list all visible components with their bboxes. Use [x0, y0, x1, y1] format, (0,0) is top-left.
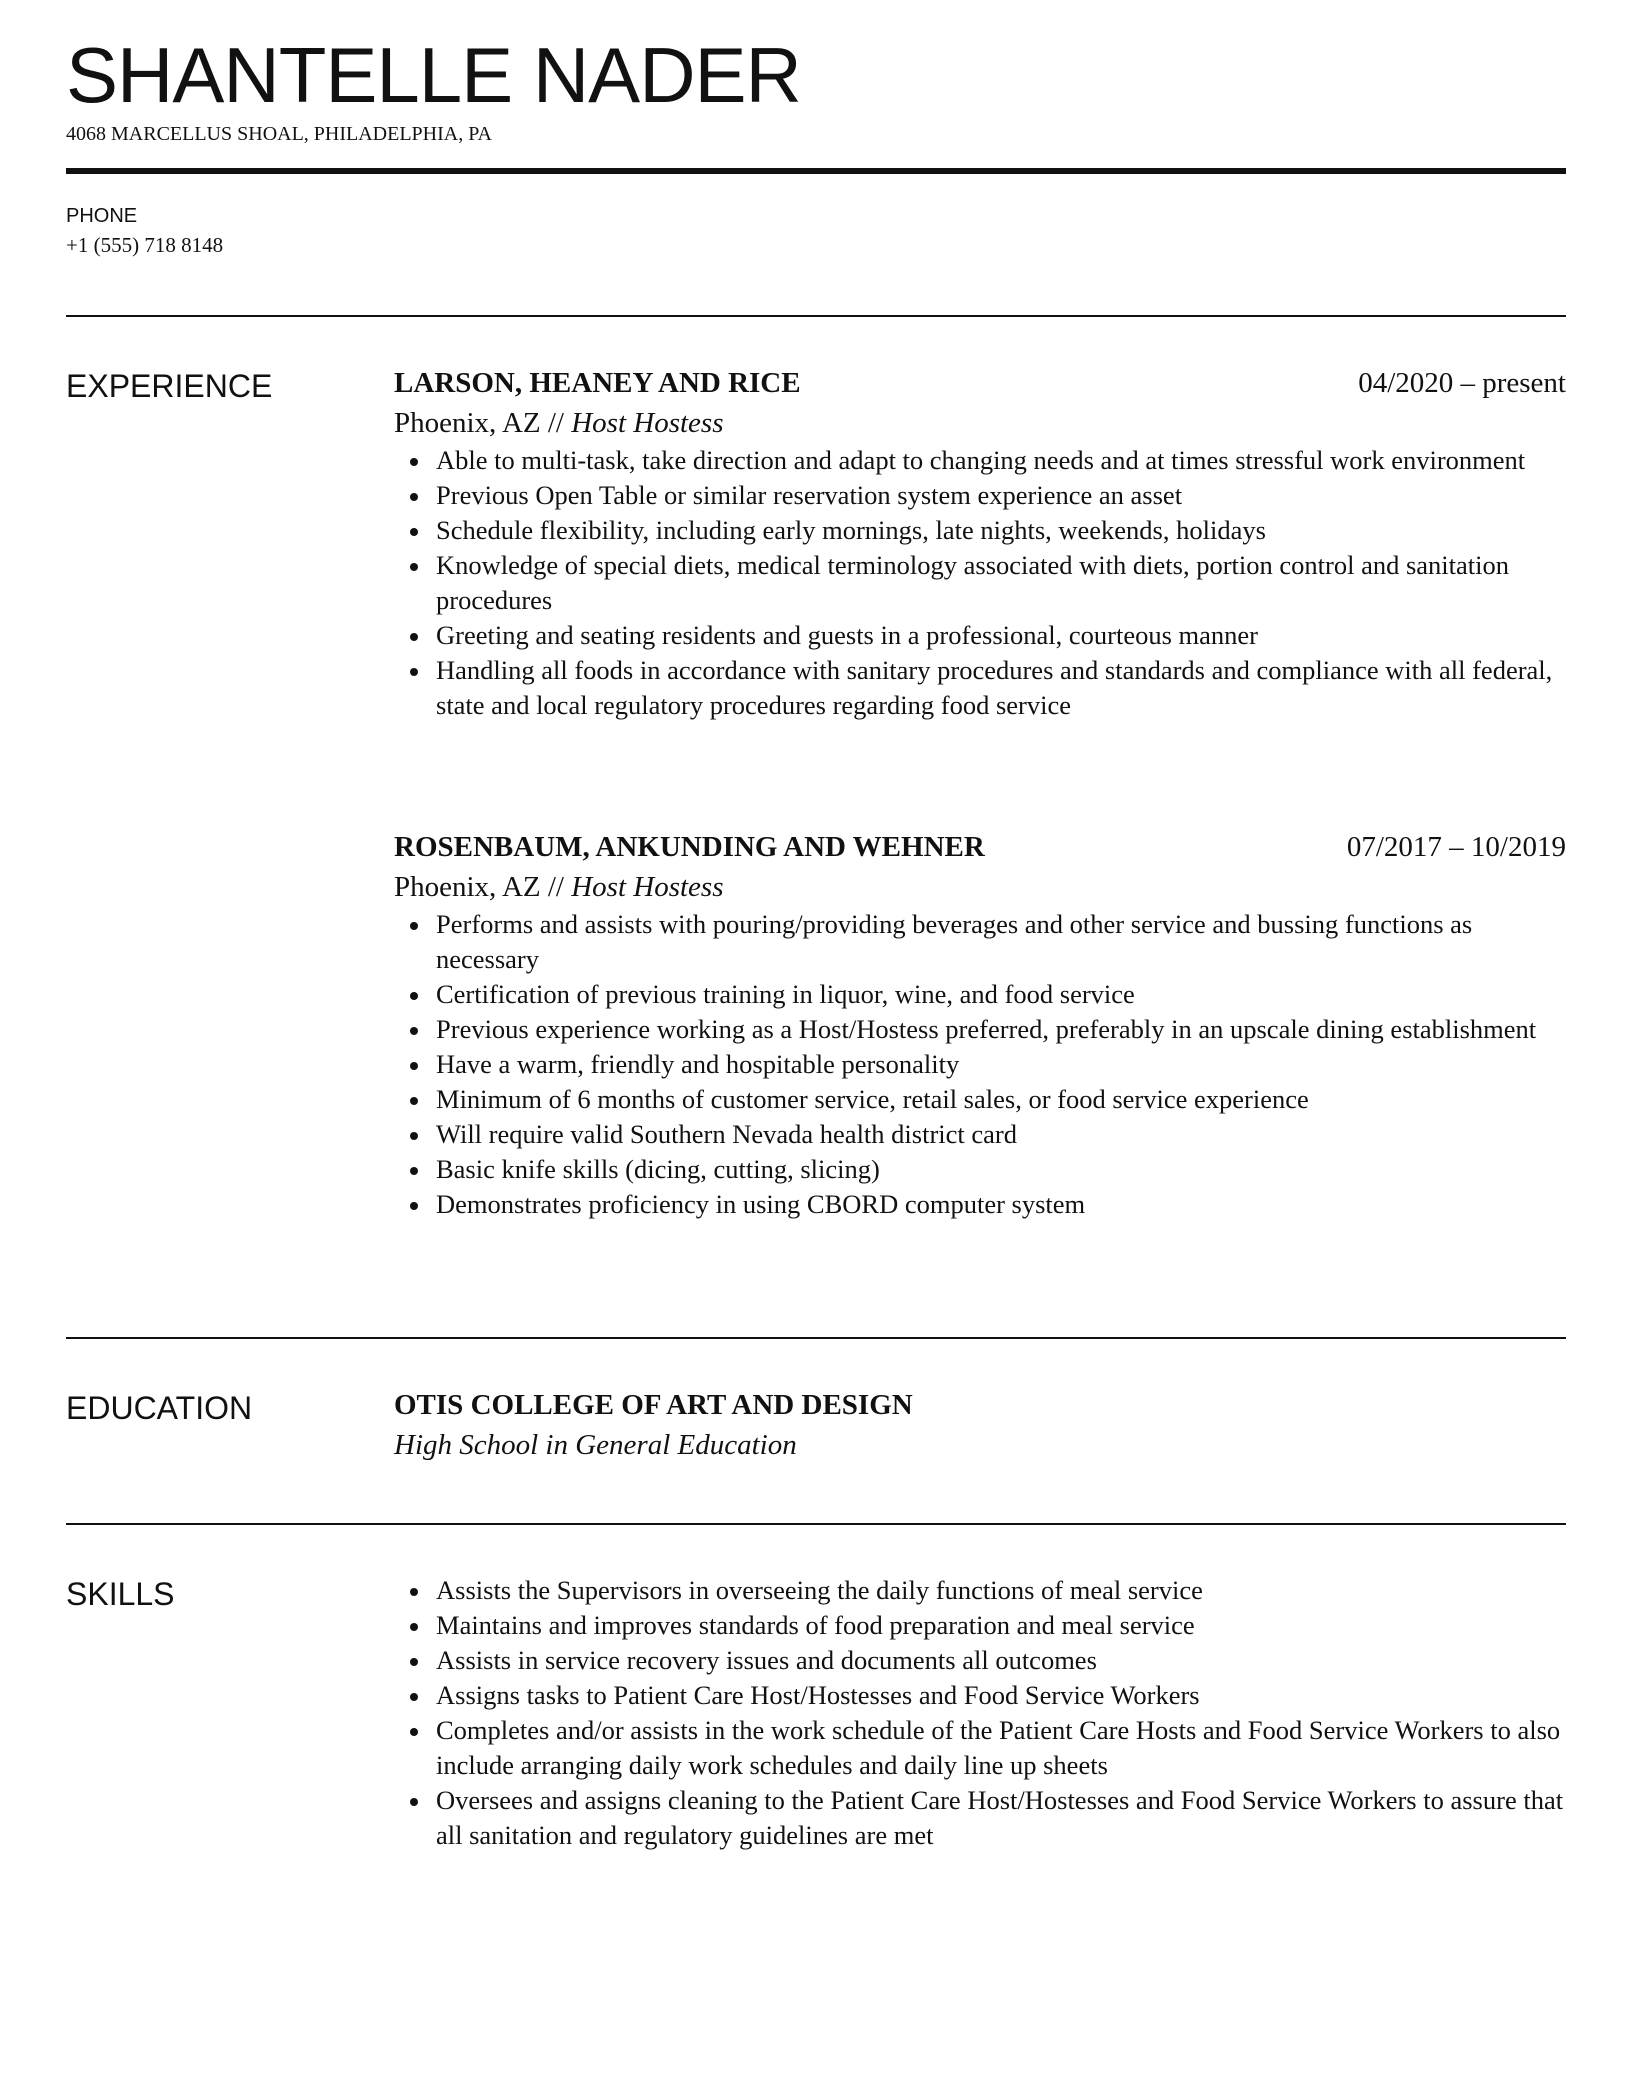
- job-bullet: Knowledge of special diets, medical terminology associated with diets, portion control and sanitation procedures: [394, 548, 1566, 618]
- job-bullet: Handling all foods in accordance with sanitary procedures and standards and compliance with all federal, state and local regulatory procedures regarding food service: [394, 653, 1566, 723]
- section-divider: [66, 315, 1566, 317]
- job-title: Host Hostess: [571, 407, 724, 439]
- skills-entry: [394, 1573, 1566, 1853]
- education-school: OTIS COLLEGE OF ART AND DESIGN: [394, 1389, 913, 1421]
- job-bullet: Schedule flexibility, including early mornings, late nights, weekends, holidays: [394, 513, 1566, 548]
- job-bullet: Certification of previous training in liquor, wine, and food service: [394, 977, 1566, 1012]
- job-location: Phoenix, AZ //: [394, 407, 564, 439]
- skill-item: Completes and/or assists in the work schedule of the Patient Care Hosts and Food Service Workers to also include arranging daily work schedules and daily line up sheets: [394, 1713, 1566, 1783]
- job-bullet: Greeting and seating residents and guests in a professional, courteous manner: [394, 618, 1566, 653]
- job-dates: 04/2020 – present: [1358, 367, 1566, 399]
- job-company: LARSON, HEANEY AND RICE: [394, 367, 801, 399]
- job-bullet-list: [394, 907, 1566, 1222]
- job-bullet: Demonstrates proficiency in using CBORD computer system: [394, 1187, 1566, 1222]
- job-header: [394, 363, 1566, 403]
- job-bullet: Previous experience working as a Host/Hostess preferred, preferably in an upscale dining establishment: [394, 1012, 1566, 1047]
- experience-heading: EXPERIENCE: [66, 368, 273, 404]
- job-entry: [394, 363, 1566, 723]
- phone-label: PHONE: [66, 205, 138, 227]
- job-bullet: Basic knife skills (dicing, cutting, slicing): [394, 1152, 1566, 1187]
- job-bullet: Will require valid Southern Nevada health district card: [394, 1117, 1566, 1152]
- job-bullet: Previous Open Table or similar reservation system experience an asset: [394, 478, 1566, 513]
- job-title: Host Hostess: [571, 871, 724, 903]
- skills-bullet-list: [394, 1573, 1566, 1853]
- skill-item: Assists the Supervisors in overseeing the daily functions of meal service: [394, 1573, 1566, 1608]
- job-company: ROSENBAUM, ANKUNDING AND WEHNER: [394, 831, 985, 863]
- job-subline: [394, 403, 1566, 443]
- section-divider: [66, 1337, 1566, 1339]
- skill-item: Maintains and improves standards of food preparation and meal service: [394, 1608, 1566, 1643]
- phone-value: +1 (555) 718 8148: [66, 233, 224, 257]
- skill-item: Assigns tasks to Patient Care Host/Hostesses and Food Service Workers: [394, 1678, 1566, 1713]
- header-divider: [66, 168, 1566, 174]
- job-bullet: Have a warm, friendly and hospitable personality: [394, 1047, 1566, 1082]
- education-header: [394, 1385, 1566, 1425]
- candidate-address: 4068 MARCELLUS SHOAL, PHILADELPHIA, PA: [66, 123, 492, 145]
- job-entry: [394, 827, 1566, 1222]
- job-bullet-list: [394, 443, 1566, 723]
- education-degree: High School in General Education: [394, 1429, 797, 1461]
- skill-item: Oversees and assigns cleaning to the Patient Care Host/Hostesses and Food Service Workers to assure that all sanitation and regulatory guidelines are met: [394, 1783, 1566, 1853]
- job-bullet: Able to multi-task, take direction and adapt to changing needs and at times stressful work environment: [394, 443, 1566, 478]
- job-location: Phoenix, AZ //: [394, 871, 564, 903]
- skills-heading: SKILLS: [66, 1576, 175, 1612]
- candidate-name: SHANTELLE NADER: [66, 31, 801, 119]
- section-divider: [66, 1523, 1566, 1525]
- job-bullet: Minimum of 6 months of customer service, retail sales, or food service experience: [394, 1082, 1566, 1117]
- job-dates: 07/2017 – 10/2019: [1346, 831, 1566, 863]
- skill-item: Assists in service recovery issues and documents all outcomes: [394, 1643, 1566, 1678]
- job-subline: [394, 867, 1566, 907]
- job-header: [394, 827, 1566, 867]
- education-heading: EDUCATION: [66, 1390, 253, 1426]
- job-bullet: Performs and assists with pouring/providing beverages and other service and bussing functions as necessary: [394, 907, 1566, 977]
- education-entry: [394, 1385, 1566, 1465]
